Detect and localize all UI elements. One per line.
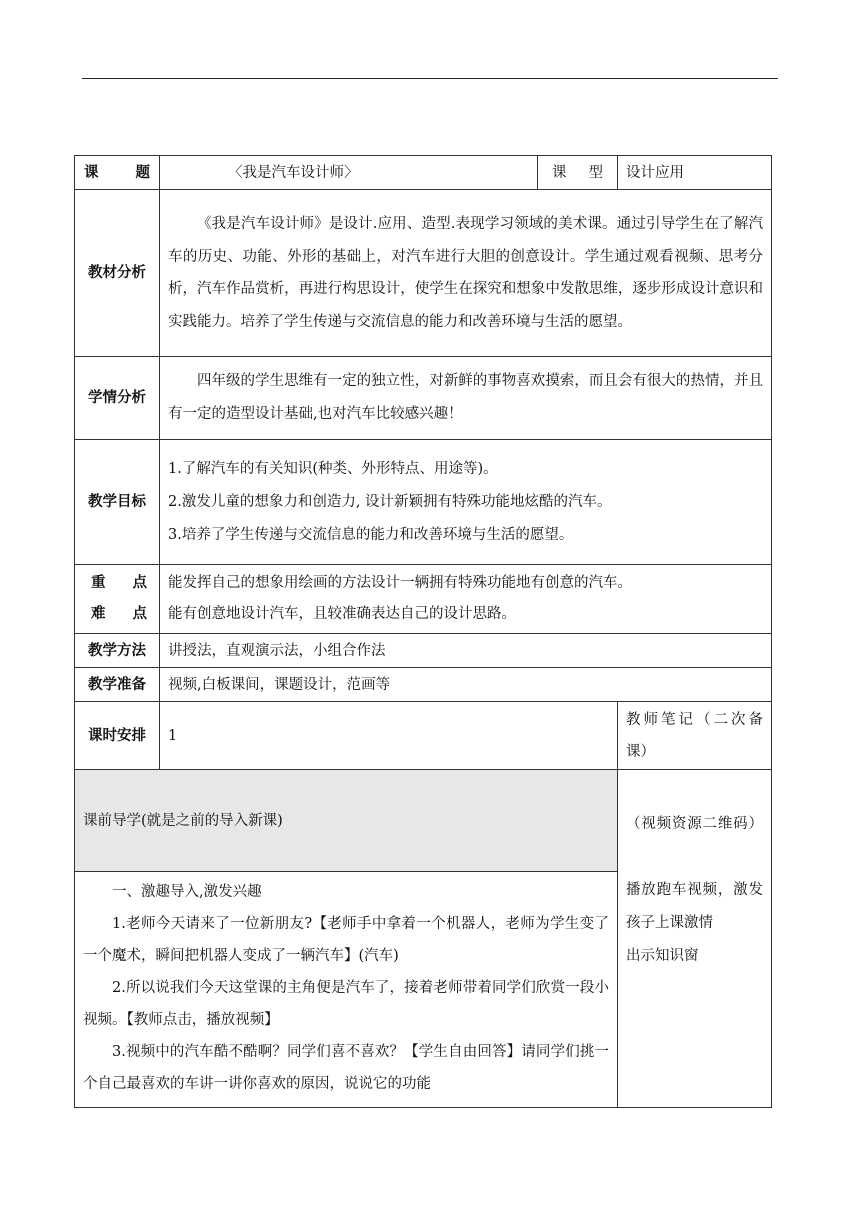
intro-step: 2.所以说我们今天这堂课的主角便是汽车了，接着老师带着同学们欣赏一段小视频。【教师点击，播放视频】 [83,980,609,1028]
topic-value: 〈我是汽车设计师〉 [160,156,538,190]
goal-item: 2.激发儿童的想象力和创造力, 设计新颖拥有特殊功能地炫酷的汽车。 [168,493,612,510]
notes-spacer [626,841,763,874]
goal-item: 3.培养了学生传递与交流信息的能力和改善环境与生活的愿望。 [168,526,574,543]
notes-qr-line: （视频资源二维码） [626,816,763,832]
notes-knowledge-line: 出示知识窗 [626,948,699,964]
preview-text: 课前导学(就是之前的导入新课) [75,770,618,872]
method-row [75,634,772,668]
intro-step: 1.老师今天请来了一位新朋友?【老师手中拿着一个机器人，老师为学生变了一个魔术，瞬间把机器人变成了一辆汽车】(汽车) [83,916,609,964]
difficulty-text: 能有创意地设计汽车，且较准确表达自己的设计思路。 [168,606,516,622]
type-value: 设计应用 [618,156,772,190]
prep-label: 教学准备 [75,668,160,702]
intro-content [75,872,618,1108]
material-text: 《我是汽车设计师》是设计.应用、造型.表现学习领域的美术课。通过引导学生在了解汽车的历史、功能、外形的基础上，对汽车进行大胆的创意设计。学生通过观看视频、思考分析，汽车作品赏析，再进行构思设计，使学生在探究和想象中发散思维，逐步形成设计意识和实践能力。培养了学生传递与交流信息的能力和改善环境与生活的愿望。 [160,190,772,357]
topic-row [75,156,772,190]
material-row [75,190,772,357]
goals-label: 教学目标 [75,440,160,565]
header-rule [82,78,778,79]
key-difficulty-label: 重 点 难 点 [75,565,160,634]
key-point-text: 能发挥自己的想象用绘画的方法设计一辆拥有特殊功能地有创意的汽车。 [168,575,632,591]
goals-list [160,440,772,565]
hours-row [75,702,772,770]
intro-step: 3.视频中的汽车酷不酷啊？同学们喜不喜欢？【学生自由回答】请同学们挑一个自己最喜欢的车讲一讲你喜欢的原因，说说它的功能 [83,1044,609,1092]
student-label: 学情分析 [75,357,160,440]
key-difficulty-text [160,565,772,634]
teacher-notes-header: 教师笔记（二次备课） [618,702,772,770]
goals-row [75,440,772,565]
teacher-notes-body [618,770,772,1108]
intro-heading: 一、激趣导入,激发兴趣 [112,884,262,900]
student-row [75,357,772,440]
prep-text: 视频,白板课间，课题设计，范画等 [160,668,772,702]
student-text: 四年级的学生思维有一定的独立性，对新鲜的事物喜欢摸索，而且会有很大的热情，并且有一定的造型设计基础,也对汽车比较感兴趣！ [160,357,772,440]
hours-value: 1 [160,702,618,770]
lesson-plan-table [74,155,772,1108]
prep-row [75,668,772,702]
method-label: 教学方法 [75,634,160,668]
type-label: 课 型 [538,156,618,190]
material-label: 教材分析 [75,190,160,357]
preview-row [75,770,772,872]
goal-item: 1.了解汽车的有关知识(种类、外形特点、用途等)。 [168,460,498,477]
hours-label: 课时安排 [75,702,160,770]
key-difficulty-row [75,565,772,634]
method-text: 讲授法，直观演示法，小组合作法 [160,634,772,668]
topic-label: 课 题 [75,156,160,190]
notes-video-line: 播放跑车视频，激发孩子上课激情 [626,882,763,931]
